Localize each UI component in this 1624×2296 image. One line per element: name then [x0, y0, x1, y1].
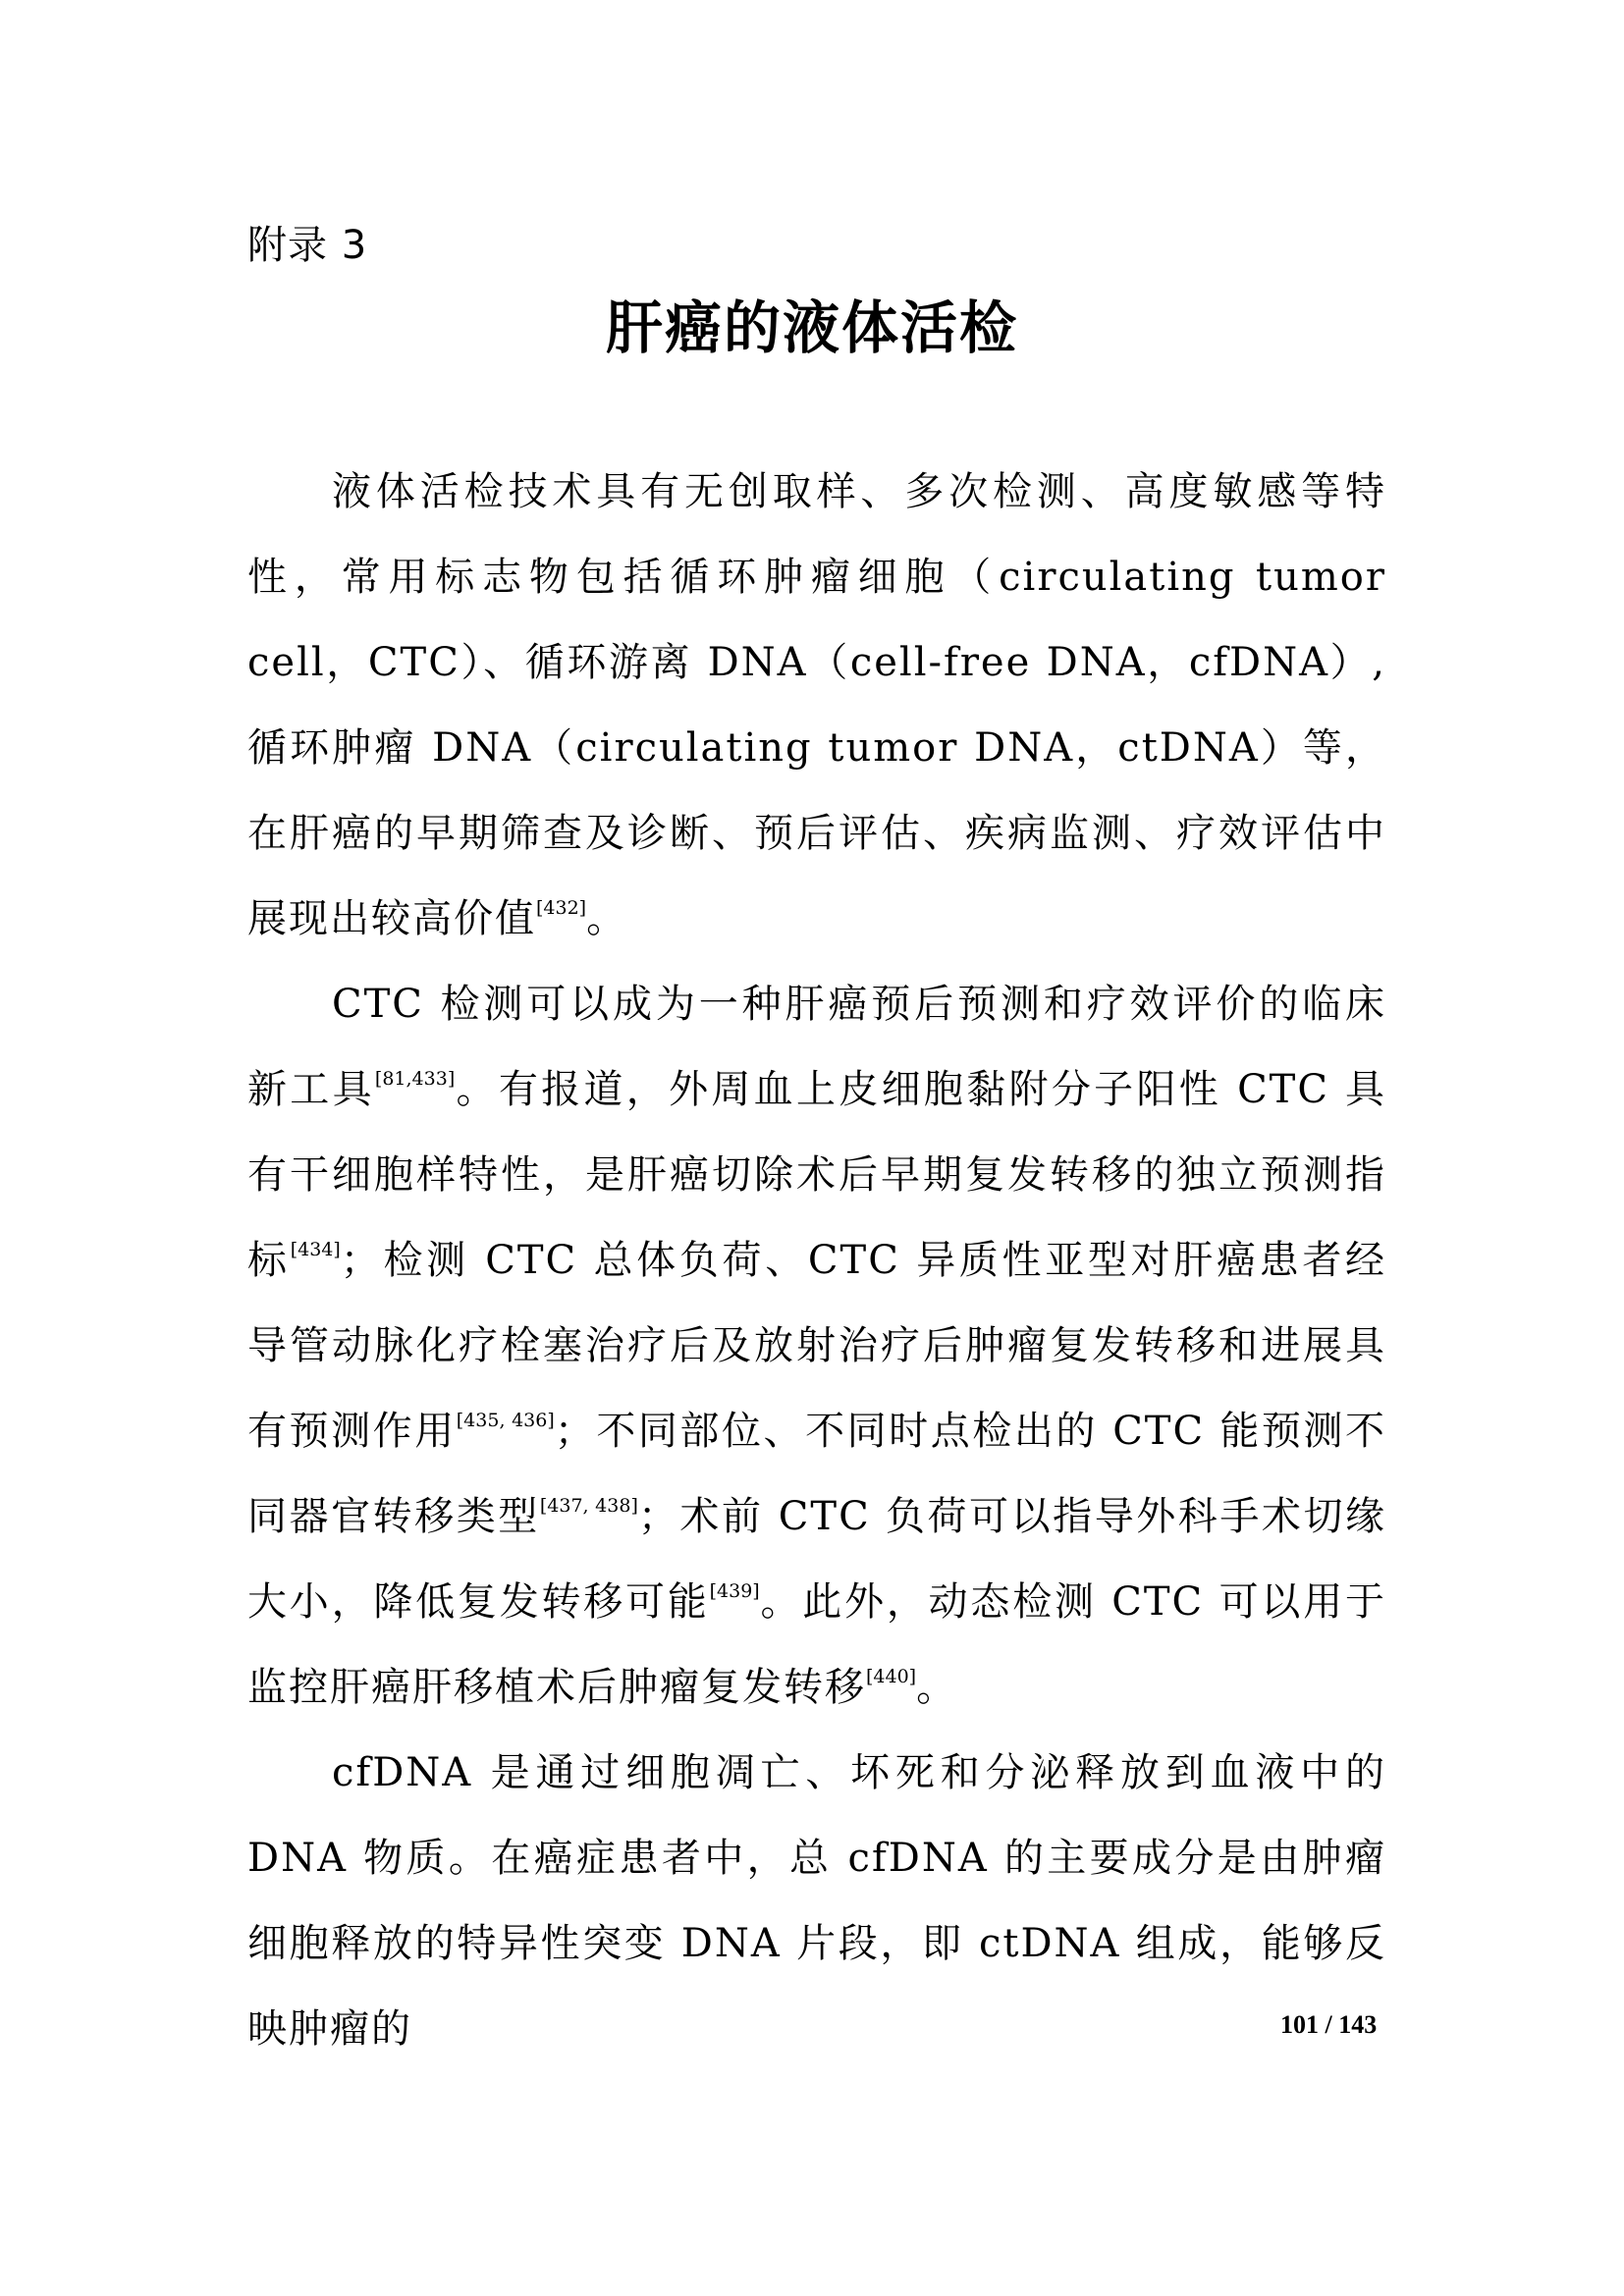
page-number: 101 / 143: [1280, 2010, 1378, 2039]
paragraph-text: ；术前 CTC 负荷可以指导外科手术切缘大小，降低复发转移可能: [247, 1494, 1387, 1625]
citation: [432]: [536, 897, 587, 919]
paragraph-text: 。: [916, 1665, 958, 1710]
paragraph-text: ；不同部位、不同时点检出的 CTC 能预测不同器官转移类型: [247, 1409, 1387, 1539]
paragraph-text: CTC 检测可以成为一种肝癌预后预测和疗效评价的临床新工具: [247, 982, 1386, 1112]
citation: [439]: [709, 1580, 760, 1602]
paragraph-text: 。此外，动态检测 CTC 可以用于监控肝癌肝移植术后肿瘤复发转移: [247, 1579, 1387, 1710]
paragraph-text: ；检测 CTC 总体负荷、CTC 异质性亚型对肝癌患者经导管动脉化疗栓塞治疗后及放射治疗后肿瘤复发转移和进展具有预测作用: [247, 1238, 1386, 1454]
document-title: 肝癌的液体活检: [605, 294, 1018, 361]
citation: [437, 438]: [539, 1495, 638, 1517]
citation: [435, 436]: [456, 1410, 555, 1431]
appendix-label: 附录 3: [247, 223, 368, 268]
citation: [440]: [866, 1666, 917, 1687]
paragraph-3: [247, 1731, 1386, 2072]
citation: [81,433]: [374, 1068, 456, 1090]
paragraph-text: 。: [586, 896, 628, 941]
paragraph-text: cfDNA 是通过细胞凋亡、坏死和分泌释放到血液中的 DNA 物质。在癌症患者中，总 cfDNA 的主要成分是由肿瘤细胞释放的特异性突变 DNA 片段，即 ctDNA 组成，能够反映肿瘤的: [247, 1750, 1386, 2052]
citation: [434]: [290, 1239, 341, 1260]
body-text: [247, 450, 1386, 2072]
paragraph-1: [247, 450, 1386, 962]
paragraph-text: 。有报道，外周血上皮细胞黏附分子阳性 CTC 具有干细胞样特性，是肝癌切除术后早期复发转移的独立预测指标: [247, 1067, 1386, 1283]
paragraph-text: 液体活检技术具有无创取样、多次检测、高度敏感等特性，常用标志物包括循环肿瘤细胞（circulating tumor cell，CTC）、循环游离 DNA（cell-free DNA，cfDNA）,循环肿瘤 DNA（circulating tumor DNA，ctDNA）等，在肝癌的早期筛查及诊断、预后评估、疾病监测、疗效评估中展现出较高价值: [247, 469, 1386, 941]
paragraph-2: [247, 962, 1386, 1731]
